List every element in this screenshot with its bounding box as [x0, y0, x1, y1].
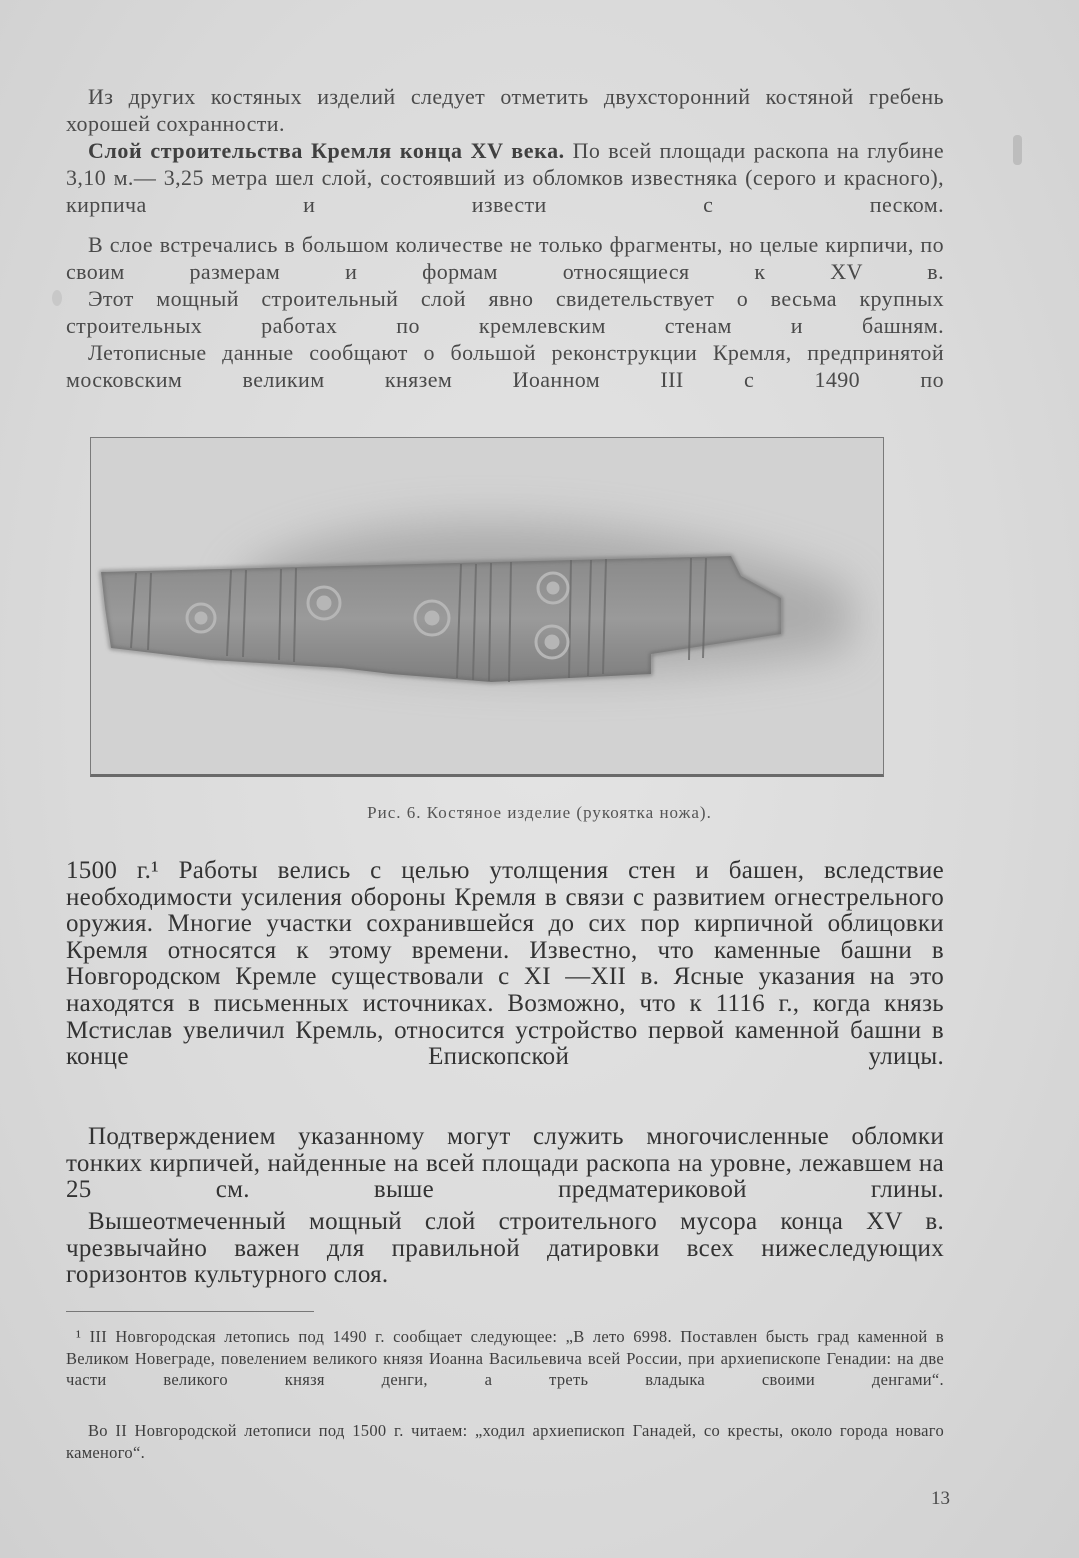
section-heading: Слой строительства Кремля конца XV века.	[88, 138, 565, 163]
figure-caption: Рис. 6. Костяное изделие (рукоятка ножа).	[367, 803, 712, 822]
paragraph-confirmation	[66, 1124, 944, 1204]
scan-mark	[1013, 135, 1022, 165]
footnote-text: Во II Новгородской летописи под 1500 г. читаем: „ходил архиепископ Ганадей, со кресты, около города новаго каменого“.	[66, 1421, 944, 1462]
scan-mark	[52, 290, 62, 306]
bone-handle-photo	[91, 438, 883, 774]
paragraph-text: По всей площади раскопа на глубине 3,10 м.— 3,25 метра шел слой, состоявший из обломков известняка (серого и красного), кирпича и извести с песком.	[66, 138, 944, 217]
paragraph-text: Этот мощный строительный слой явно свидетельствует о весьма крупных строительных работах по кремлевским стенам и башням.	[66, 286, 944, 338]
paragraph-chronicle	[66, 340, 944, 394]
paragraph-text: Подтверждением указанному могут служить многочисленные обломки тонких кирпичей, найденные на всей площади раскопа на уровне, лежавшем на 25 см. выше предматериковой глины.	[66, 1123, 944, 1204]
paragraph-dating	[66, 1209, 944, 1289]
footnote-2	[66, 1420, 944, 1463]
paragraph-text: В слое встречались в большом количестве не только фрагменты, но целые кирпичи, по своим размерам и формам относящиеся к XV в.	[66, 232, 944, 284]
footnote-text: ¹ III Новгородская летопись под 1490 г. сообщает следующее: „В лето 6998. Поставлен бысть град каменной в Великом Новеграде, повелением великого князя Иоанна Васильевича всей России, при архиепископе Генадии: на две части великого князя денги, а треть владыка своими денгами“.	[66, 1327, 944, 1390]
footnote-separator	[66, 1311, 314, 1312]
paragraph-bone-comb	[66, 84, 944, 138]
page-number: 13	[931, 1488, 950, 1509]
paragraph-construction	[66, 286, 944, 340]
paragraph-kremlin-layer	[66, 138, 944, 218]
paragraph-text: Из других костяных изделий следует отметить двухсторонний костяной гребень хорошей сохранности.	[66, 84, 944, 136]
footnote-1	[66, 1326, 944, 1391]
paragraph-text: Вышеотмеченный мощный слой строительного мусора конца XV в. чрезвычайно важен для правильной датировки всех нижеследующих горизонтов культурного слоя.	[66, 1208, 944, 1289]
paragraph-bricks	[66, 232, 944, 286]
paragraph-text: 1500 г.¹ Работы велись с целью утолщения стен и башен, вследствие необходимости усиления обороны Кремля в связи с развитием огнестрельного оружия. Многие участки сохранившейся до сих пор кирпичной облицовки Кремля относятся к этому времени. Известно, что каменные башни в Новгородском Кремле существовали с XI —XII в. Ясные указания на это находятся в письменных источниках. Возможно, что к 1116 г., когда князь Мстислав увеличил Кремль, относится устройство первой каменной башни в конце Епископской улицы.	[66, 857, 944, 1071]
figure-bone-knife-handle	[90, 437, 884, 777]
paragraph-works	[66, 858, 944, 1071]
paragraph-text: Летописные данные сообщают о большой реконструкции Кремля, предпринятой московским великим князем Иоанном III с 1490 по	[66, 340, 944, 392]
